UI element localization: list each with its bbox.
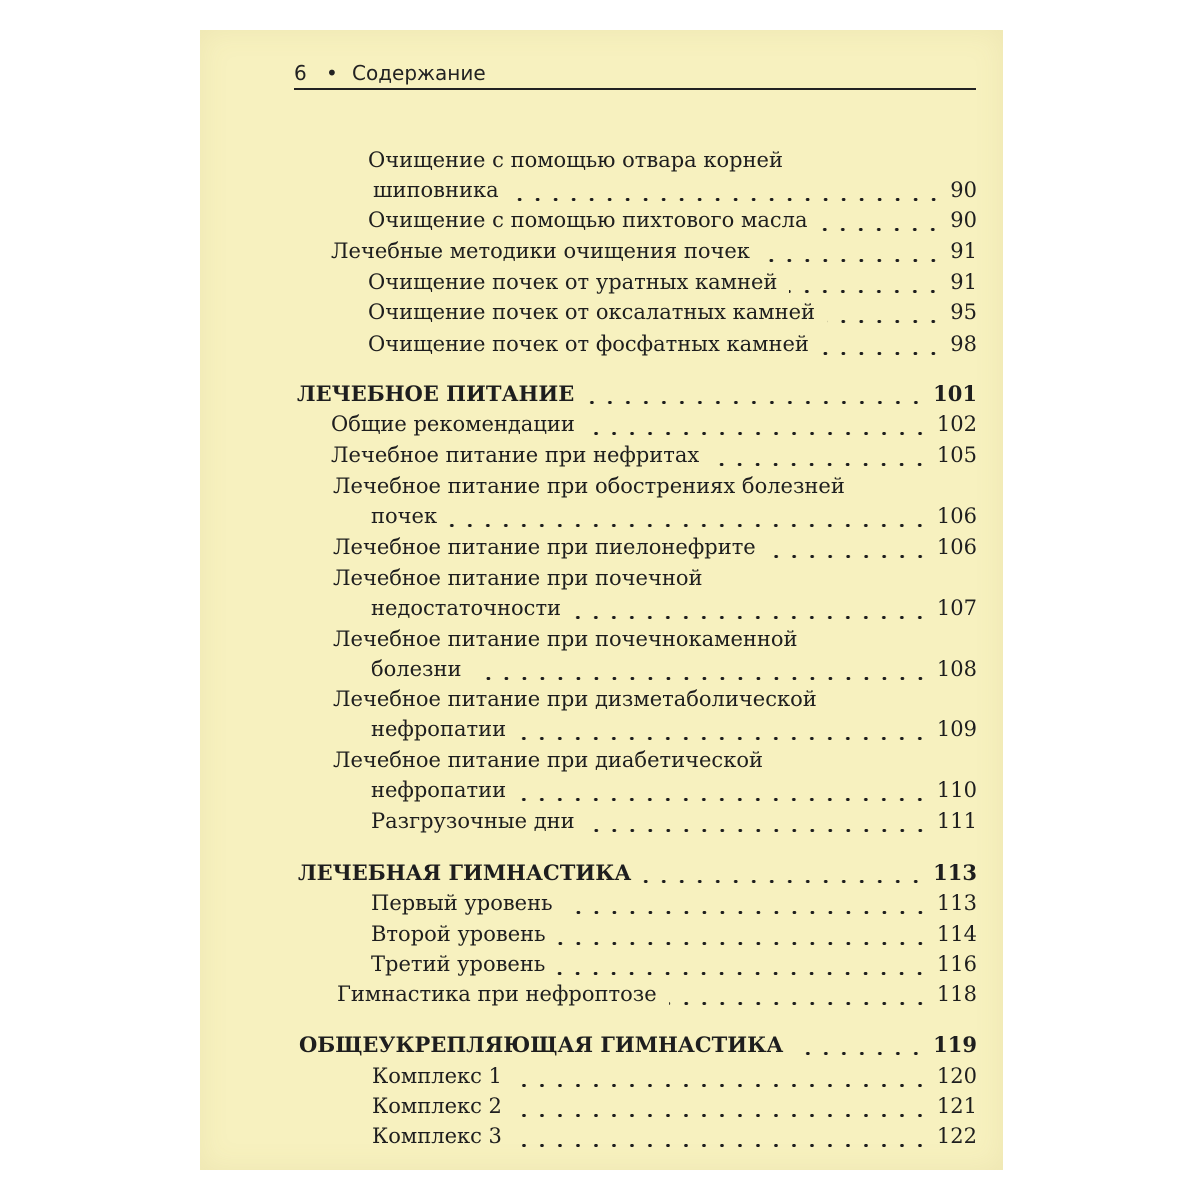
toc-entry <box>337 982 977 1012</box>
toc-section-heading <box>298 860 977 890</box>
toc-page-number: 109 <box>936 717 977 741</box>
toc-entry-title: нефропатии <box>371 778 507 802</box>
toc-entry-title: недостаточности <box>371 596 562 620</box>
toc-page-number: 118 <box>936 982 977 1006</box>
toc-entry <box>368 300 977 330</box>
toc-entry <box>333 687 977 717</box>
toc-entry <box>371 717 977 747</box>
toc-entry-title: Комплекс 2 <box>372 1094 502 1118</box>
dot-leader <box>586 401 925 404</box>
toc-entry-title: Очищение почек от фосфатных камней <box>368 332 809 356</box>
toc-entry <box>368 148 977 178</box>
table-of-contents <box>200 30 1003 1170</box>
toc-entry-title: Очищение почек от оксалатных камней <box>368 300 815 324</box>
toc-page-number: 116 <box>936 952 977 976</box>
toc-page-number: 122 <box>936 1124 977 1148</box>
toc-entry-title: Первый уровень <box>371 891 553 915</box>
dot-leader <box>768 555 929 558</box>
header-bullet: • <box>326 61 338 85</box>
toc-entry <box>333 627 977 657</box>
dot-leader <box>789 290 942 293</box>
toc-entry <box>333 535 977 565</box>
toc-entry-title: Лечебное питание при нефритах <box>331 443 700 467</box>
dot-leader <box>557 972 929 975</box>
toc-entry <box>368 270 977 300</box>
toc-page-number: 107 <box>936 596 977 620</box>
toc-section-heading <box>297 381 977 411</box>
toc-entry <box>333 474 977 504</box>
toc-entry-title: шиповника <box>373 178 499 202</box>
toc-entry-title: ОБЩЕУКРЕПЛЯЮЩАЯ ГИМНАСТИКА <box>299 1032 784 1057</box>
toc-entry-title: Третий уровень <box>371 952 546 976</box>
dot-leader <box>518 798 929 801</box>
toc-entry-title: Комплекс 3 <box>372 1124 502 1148</box>
toc-entry-title: почек <box>371 504 438 528</box>
toc-page-number: 119 <box>933 1032 977 1057</box>
toc-page-number: 114 <box>936 922 977 946</box>
header-page-number: 6 <box>294 61 307 85</box>
dot-leader <box>565 911 929 914</box>
toc-entry-title: Очищение почек от уратных камней <box>368 270 778 294</box>
dot-leader <box>514 1114 929 1117</box>
dot-leader <box>518 737 929 740</box>
toc-entry-title: болезни <box>371 657 462 681</box>
toc-entry <box>368 208 977 238</box>
toc-page-number: 105 <box>936 443 977 467</box>
toc-page-number: 90 <box>950 208 977 232</box>
toc-entry <box>331 443 977 473</box>
toc-entry <box>371 809 977 839</box>
toc-entry-title: Лечебное питание при почечной <box>333 566 703 590</box>
dot-leader <box>795 1052 925 1055</box>
dot-leader <box>514 1084 929 1087</box>
toc-page-number: 106 <box>936 504 977 528</box>
toc-entry-title: Очищение с помощью пихтового масла <box>368 208 808 232</box>
toc-section-heading <box>299 1032 977 1062</box>
dot-leader <box>821 352 942 355</box>
toc-entry <box>372 1064 977 1094</box>
toc-entry-title: нефропатии <box>371 717 507 741</box>
toc-entry <box>333 566 977 596</box>
dot-leader <box>449 524 929 527</box>
toc-entry <box>371 778 977 808</box>
toc-entry <box>333 748 977 778</box>
dot-leader <box>573 616 929 619</box>
toc-entry-title: Комплекс 1 <box>372 1064 502 1088</box>
toc-entry <box>371 504 977 534</box>
toc-entry-title: Лечебное питание при почечнокаменной <box>333 627 798 651</box>
toc-page-number: 90 <box>950 178 977 202</box>
toc-page-number: 106 <box>936 535 977 559</box>
toc-page-number: 108 <box>936 657 977 681</box>
toc-entry <box>371 596 977 626</box>
header-title: Содержание <box>352 61 486 85</box>
toc-entry <box>372 1094 977 1124</box>
dot-leader <box>474 677 929 680</box>
toc-entry-title: Очищение с помощью отвара корней <box>368 148 783 172</box>
dot-leader <box>669 1002 929 1005</box>
toc-entry-title: Лечебные методики очищения почек <box>331 239 750 263</box>
toc-page-number: 102 <box>936 412 977 436</box>
dot-leader <box>819 228 942 231</box>
dot-leader <box>762 259 942 262</box>
toc-entry-title: Лечебное питание при пиелонефрите <box>333 535 756 559</box>
dot-leader <box>558 942 929 945</box>
toc-entry <box>371 657 977 687</box>
toc-entry-title: Гимнастика при нефроптозе <box>337 982 657 1006</box>
dot-leader <box>511 198 943 201</box>
dot-leader <box>643 880 925 883</box>
toc-entry <box>373 178 977 208</box>
book-page <box>200 30 1003 1170</box>
dot-leader <box>711 463 929 466</box>
toc-entry <box>371 891 977 921</box>
dot-leader <box>587 432 929 435</box>
toc-entry-title: ЛЕЧЕБНАЯ ГИМНАСТИКА <box>298 860 632 885</box>
toc-entry-title: ЛЕЧЕБНОЕ ПИТАНИЕ <box>297 381 575 406</box>
toc-page-number: 110 <box>936 778 977 802</box>
toc-entry <box>371 952 977 982</box>
toc-entry-title: Лечебное питание при диабетической <box>333 748 763 772</box>
toc-entry <box>331 412 977 442</box>
dot-leader <box>587 829 929 832</box>
toc-entry <box>368 332 977 362</box>
toc-entry-title: Лечебное питание при дизметаболической <box>333 687 817 711</box>
toc-entry-title: Второй уровень <box>371 922 546 946</box>
toc-page-number: 91 <box>950 239 977 263</box>
dot-leader <box>827 320 942 323</box>
toc-page-number: 113 <box>933 860 977 885</box>
toc-page-number: 101 <box>933 381 977 406</box>
toc-entry <box>371 922 977 952</box>
toc-page-number: 113 <box>936 891 977 915</box>
toc-page-number: 121 <box>936 1094 977 1118</box>
toc-page-number: 98 <box>950 332 977 356</box>
toc-entry <box>372 1124 977 1154</box>
toc-page-number: 120 <box>936 1064 977 1088</box>
toc-entry-title: Лечебное питание при обострениях болезней <box>333 474 845 498</box>
toc-entry-title: Разгрузочные дни <box>371 809 575 833</box>
toc-page-number: 95 <box>950 300 977 324</box>
toc-entry-title: Общие рекомендации <box>331 412 575 436</box>
dot-leader <box>514 1144 929 1147</box>
toc-page-number: 111 <box>936 809 977 833</box>
toc-page-number: 91 <box>950 270 977 294</box>
toc-entry <box>331 239 977 269</box>
